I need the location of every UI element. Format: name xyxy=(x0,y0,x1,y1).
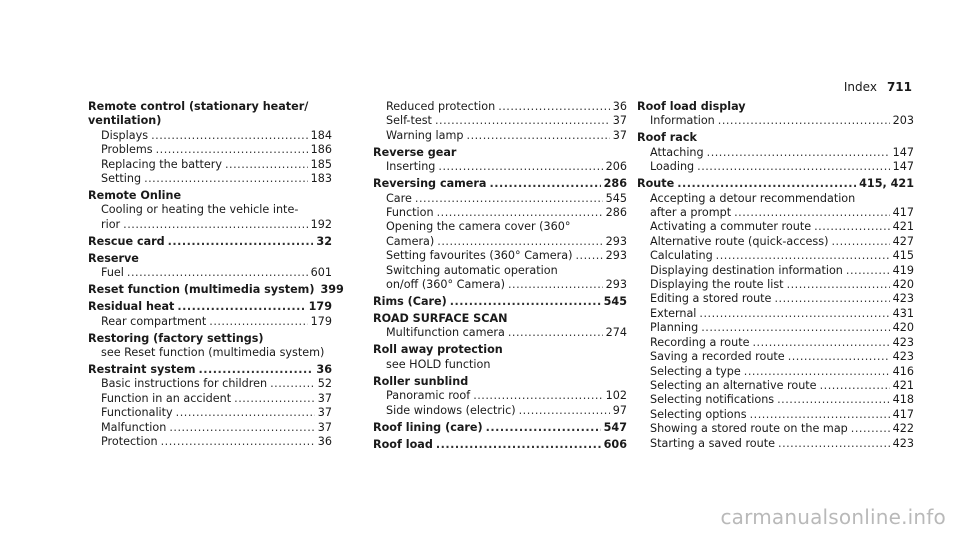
page-ref: 421 xyxy=(892,220,914,234)
index-entry xyxy=(373,375,627,418)
entry-text: Showing a stored route on the map xyxy=(650,422,848,436)
index-heading xyxy=(373,177,627,191)
dot-leader xyxy=(707,146,890,160)
page-ref: 102 xyxy=(605,389,627,403)
dot-leader xyxy=(169,421,314,435)
index-subentry xyxy=(88,143,332,157)
entry-text: Planning xyxy=(650,321,699,335)
index-heading xyxy=(637,177,914,191)
index-entry xyxy=(637,131,914,174)
entry-text: Warning lamp xyxy=(386,128,464,142)
dot-leader xyxy=(473,389,602,403)
index-heading xyxy=(373,295,627,309)
index-subentry xyxy=(373,404,627,418)
page-ref: 419 xyxy=(892,263,914,277)
dot-leader xyxy=(744,365,890,379)
dot-leader xyxy=(450,295,601,309)
index-subentry xyxy=(637,437,914,451)
entry-text: Selecting an alternative route xyxy=(650,378,817,392)
index-subentry xyxy=(637,278,914,292)
page-ref: 423 xyxy=(892,292,914,306)
page-ref: 183 xyxy=(310,172,332,186)
dot-leader xyxy=(234,392,315,406)
dot-leader xyxy=(699,307,889,321)
page-ref: 545 xyxy=(605,191,627,205)
index-heading: Remote Online xyxy=(88,189,182,203)
dot-leader xyxy=(209,315,307,329)
index-entry xyxy=(373,146,627,175)
entry-text: Information xyxy=(650,114,715,128)
page-ref: 37 xyxy=(317,406,332,420)
dot-leader xyxy=(437,206,603,220)
index-entry xyxy=(88,300,332,329)
page-ref: 293 xyxy=(605,234,627,248)
dot-leader xyxy=(519,404,610,418)
index-heading: Reserve xyxy=(88,251,139,265)
page-ref: 418 xyxy=(892,393,914,407)
page-number: 711 xyxy=(886,80,912,94)
dot-leader xyxy=(575,249,602,263)
page-ref: 37 xyxy=(612,128,627,142)
entry-text: Malfunction xyxy=(101,420,167,434)
index-subentry xyxy=(637,379,914,393)
entry-text: on/off (360° Camera) xyxy=(386,278,505,292)
index-subentry: see HOLD function xyxy=(386,357,491,371)
index-column-1 xyxy=(88,100,344,450)
page-ref: 427 xyxy=(892,234,914,248)
index-subentry xyxy=(88,129,332,143)
entry-text: Functionality xyxy=(101,406,173,420)
index-subentry xyxy=(637,114,914,128)
index-entry xyxy=(373,421,627,435)
index-subentry xyxy=(373,235,627,249)
index-subentry: Cooling or heating the vehicle inte- xyxy=(101,203,299,217)
page-ref: 417 xyxy=(892,407,914,421)
index-heading xyxy=(88,283,344,297)
dot-leader xyxy=(701,321,889,335)
index-subentry xyxy=(88,392,332,406)
dot-leader xyxy=(168,235,314,249)
index-heading xyxy=(373,438,627,452)
entry-text: Starting a saved route xyxy=(650,436,776,450)
entry-text: Route xyxy=(637,177,675,191)
entry-text: Residual heat xyxy=(88,300,175,314)
index-heading: ROAD SURFACE SCAN xyxy=(373,312,508,326)
entry-text: Side windows (electric) xyxy=(386,403,516,417)
entry-text: Activating a commuter route xyxy=(650,220,812,234)
page-ref: 184 xyxy=(310,128,332,142)
index-entry xyxy=(373,100,627,143)
dot-leader xyxy=(508,278,603,292)
page-ref: 36 xyxy=(612,100,627,113)
dot-leader xyxy=(438,160,602,174)
page-header-title: Index xyxy=(843,80,877,94)
index-subentry xyxy=(88,377,332,391)
page-ref: 274 xyxy=(605,326,627,340)
index-subentry xyxy=(373,192,627,206)
dot-leader xyxy=(467,129,610,143)
entry-text: Displays xyxy=(101,128,149,142)
page-ref: 179 xyxy=(308,300,332,314)
entry-text: Alternative route (quick-access) xyxy=(650,234,829,248)
index-subentry xyxy=(637,146,914,160)
index-subentry xyxy=(637,336,914,350)
page-ref: 36 xyxy=(316,363,332,377)
dot-leader xyxy=(144,172,308,186)
entry-text: Care xyxy=(386,191,412,205)
dot-leader xyxy=(415,192,603,206)
index-heading: Roll away protection xyxy=(373,343,503,357)
index-subentry xyxy=(373,114,627,128)
page-ref: 420 xyxy=(892,278,914,292)
index-subentry xyxy=(88,218,332,232)
entry-text: Restraint system xyxy=(88,363,196,377)
index-entry xyxy=(373,312,627,341)
index-entry xyxy=(88,100,332,186)
index-heading: Remote control (stationary heater/ xyxy=(88,100,309,113)
entry-text: Saving a recorded route xyxy=(650,350,785,364)
entry-text: Rear compartment xyxy=(101,314,207,328)
index-heading: Roof rack xyxy=(637,131,697,145)
entry-text: Editing a stored route xyxy=(650,292,772,306)
entry-text: Rims (Care) xyxy=(373,295,447,309)
index-entry xyxy=(88,283,344,297)
index-subentry xyxy=(88,421,332,435)
page-ref: 547 xyxy=(603,420,627,434)
index-subentry xyxy=(88,315,332,329)
entry-text: rior xyxy=(101,217,121,231)
entry-text: Multifunction camera xyxy=(386,326,505,340)
index-subentry: Switching automatic operation xyxy=(386,263,558,277)
dot-leader xyxy=(788,350,890,364)
page-ref: 186 xyxy=(310,143,332,157)
index-column-2 xyxy=(373,100,627,452)
dot-leader xyxy=(435,114,610,128)
entry-text: Inserting xyxy=(386,160,436,174)
entry-text: Rescue card xyxy=(88,234,165,248)
dot-leader xyxy=(127,266,308,280)
page-ref: 203 xyxy=(892,114,914,128)
dot-leader xyxy=(176,406,315,420)
index-entry xyxy=(637,100,914,129)
dot-leader xyxy=(489,177,600,191)
index-subentry xyxy=(637,365,914,379)
index-subentry xyxy=(637,321,914,335)
dot-leader xyxy=(846,264,890,278)
index-heading: Restoring (factory settings) xyxy=(88,331,264,345)
index-heading: ventilation) xyxy=(88,114,162,128)
page-ref: 36 xyxy=(317,435,332,449)
page-ref: 417 xyxy=(892,206,914,220)
index-subentry xyxy=(88,158,332,172)
page-ref: 37 xyxy=(317,420,332,434)
index-subentry xyxy=(637,220,914,234)
index-heading: Roller sunblind xyxy=(373,374,469,388)
entry-text: after a prompt xyxy=(650,206,732,220)
index-entry xyxy=(373,295,627,309)
entry-text: External xyxy=(650,306,697,320)
index-subentry xyxy=(88,266,332,280)
dot-leader xyxy=(486,421,601,435)
dot-leader xyxy=(225,158,308,172)
index-subentry: Accepting a detour recommendation xyxy=(650,191,856,205)
index-subentry xyxy=(637,292,914,306)
dot-leader xyxy=(677,177,856,191)
index-subentry: Opening the camera cover (360° xyxy=(386,220,571,234)
entry-text: Camera) xyxy=(386,234,435,248)
dot-leader xyxy=(177,300,305,314)
page-ref: 37 xyxy=(612,114,627,128)
index-subentry xyxy=(88,435,332,449)
dot-leader xyxy=(774,292,889,306)
index-entry xyxy=(373,438,627,452)
dot-leader xyxy=(831,235,889,249)
index-subentry: see Reset function (multimedia system) xyxy=(101,346,325,360)
dot-leader xyxy=(716,249,890,263)
index-subentry xyxy=(637,235,914,249)
dot-leader xyxy=(718,114,890,128)
dot-leader xyxy=(156,143,308,157)
page-ref: 415 xyxy=(892,249,914,263)
index-subentry xyxy=(637,408,914,422)
dot-leader xyxy=(199,363,314,377)
index-entry xyxy=(373,343,627,372)
dot-leader xyxy=(270,377,315,391)
index-subentry xyxy=(88,172,332,186)
dot-leader xyxy=(123,218,307,232)
page-ref: 293 xyxy=(605,249,627,263)
entry-text: Self-test xyxy=(386,114,432,128)
index-subentry xyxy=(373,249,627,263)
page-ref: 185 xyxy=(310,157,332,171)
entry-text: Reversing camera xyxy=(373,177,487,191)
page-ref: 423 xyxy=(892,335,914,349)
index-subentry xyxy=(373,100,627,114)
dot-leader xyxy=(814,220,890,234)
dot-leader xyxy=(851,422,890,436)
entry-text: Displaying destination information xyxy=(650,263,843,277)
entry-text: Selecting a type xyxy=(650,364,741,378)
dot-leader xyxy=(151,129,308,143)
entry-text: Function xyxy=(386,206,434,220)
index-subentry xyxy=(373,206,627,220)
index-entry xyxy=(373,177,627,292)
entry-text: Fuel xyxy=(101,266,124,280)
entry-text: Protection xyxy=(101,435,158,449)
page-ref: 545 xyxy=(603,295,627,309)
page-ref: 286 xyxy=(603,177,627,191)
page-ref: 606 xyxy=(603,437,627,451)
page-ref: 431 xyxy=(892,306,914,320)
index-subentry xyxy=(637,264,914,278)
watermark: carmanualsonline.info xyxy=(720,505,946,529)
page-ref: 37 xyxy=(317,391,332,405)
index-heading: Reverse gear xyxy=(373,145,457,159)
index-entry xyxy=(88,189,332,232)
page-ref: 52 xyxy=(317,377,332,391)
index-subentry xyxy=(88,406,332,420)
page-header xyxy=(844,80,912,94)
index-entry xyxy=(88,332,332,361)
page-ref: 399 xyxy=(320,283,344,297)
page-ref: 421 xyxy=(892,378,914,392)
page-ref: 206 xyxy=(605,160,627,174)
entry-text: Attaching xyxy=(650,145,704,159)
index-heading xyxy=(88,235,332,249)
index-subentry xyxy=(637,350,914,364)
index-heading xyxy=(88,363,332,377)
entry-text: Function in an accident xyxy=(101,391,232,405)
dot-leader xyxy=(778,437,890,451)
dot-leader xyxy=(697,160,890,174)
page-ref: 416 xyxy=(892,364,914,378)
page-ref: 423 xyxy=(892,436,914,450)
dot-leader xyxy=(498,100,610,114)
index-heading xyxy=(373,421,627,435)
index-subentry xyxy=(637,422,914,436)
index-heading xyxy=(88,300,332,314)
index-entry xyxy=(637,177,914,451)
entry-text: Loading xyxy=(650,160,695,174)
dot-leader xyxy=(787,278,890,292)
dot-leader xyxy=(508,326,603,340)
dot-leader xyxy=(437,235,602,249)
page-ref: 293 xyxy=(605,278,627,292)
page-ref: 147 xyxy=(892,145,914,159)
entry-text: Displaying the route list xyxy=(650,278,784,292)
dot-leader xyxy=(436,438,601,452)
dot-leader xyxy=(161,435,315,449)
page-ref: 415, 421 xyxy=(859,177,914,191)
index-entry xyxy=(88,363,332,449)
index-entry xyxy=(88,252,332,281)
index-subentry xyxy=(637,206,914,220)
index-subentry xyxy=(373,389,627,403)
index-subentry xyxy=(637,393,914,407)
entry-text: Replacing the battery xyxy=(101,157,222,171)
entry-text: Setting favourites (360° Camera) xyxy=(386,249,573,263)
index-subentry xyxy=(373,160,627,174)
index-column-3 xyxy=(637,100,914,451)
entry-text: Reset function (multimedia system) xyxy=(88,283,315,297)
entry-text: Selecting notifications xyxy=(650,393,775,407)
page-ref: 32 xyxy=(316,234,332,248)
entry-text: Problems xyxy=(101,143,153,157)
page-ref: 192 xyxy=(310,217,332,231)
dot-leader xyxy=(734,206,890,220)
index-subentry xyxy=(373,326,627,340)
page-ref: 420 xyxy=(892,321,914,335)
index-subentry xyxy=(373,278,627,292)
page-ref: 601 xyxy=(310,266,332,280)
index-entry xyxy=(88,235,332,249)
page-ref: 422 xyxy=(892,422,914,436)
entry-text: Reduced protection xyxy=(386,100,496,113)
entry-text: Basic instructions for children xyxy=(101,377,268,391)
entry-text: Roof load xyxy=(373,437,433,451)
entry-text: Calculating xyxy=(650,249,713,263)
index-subentry xyxy=(637,160,914,174)
page-ref: 286 xyxy=(605,206,627,220)
dot-leader xyxy=(750,408,890,422)
entry-text: Selecting options xyxy=(650,407,747,421)
entry-text: Setting xyxy=(101,172,142,186)
index-subentry xyxy=(637,307,914,321)
entry-text: Roof lining (care) xyxy=(373,420,483,434)
page-ref: 97 xyxy=(612,403,627,417)
dot-leader xyxy=(752,336,889,350)
index-heading: Roof load display xyxy=(637,100,746,113)
page-ref: 423 xyxy=(892,350,914,364)
entry-text: Recording a route xyxy=(650,335,750,349)
index-subentry xyxy=(373,129,627,143)
dot-leader xyxy=(820,379,890,393)
page-ref: 147 xyxy=(892,160,914,174)
dot-leader xyxy=(777,393,890,407)
entry-text: Panoramic roof xyxy=(386,389,471,403)
page-ref: 179 xyxy=(310,314,332,328)
index-subentry xyxy=(637,249,914,263)
